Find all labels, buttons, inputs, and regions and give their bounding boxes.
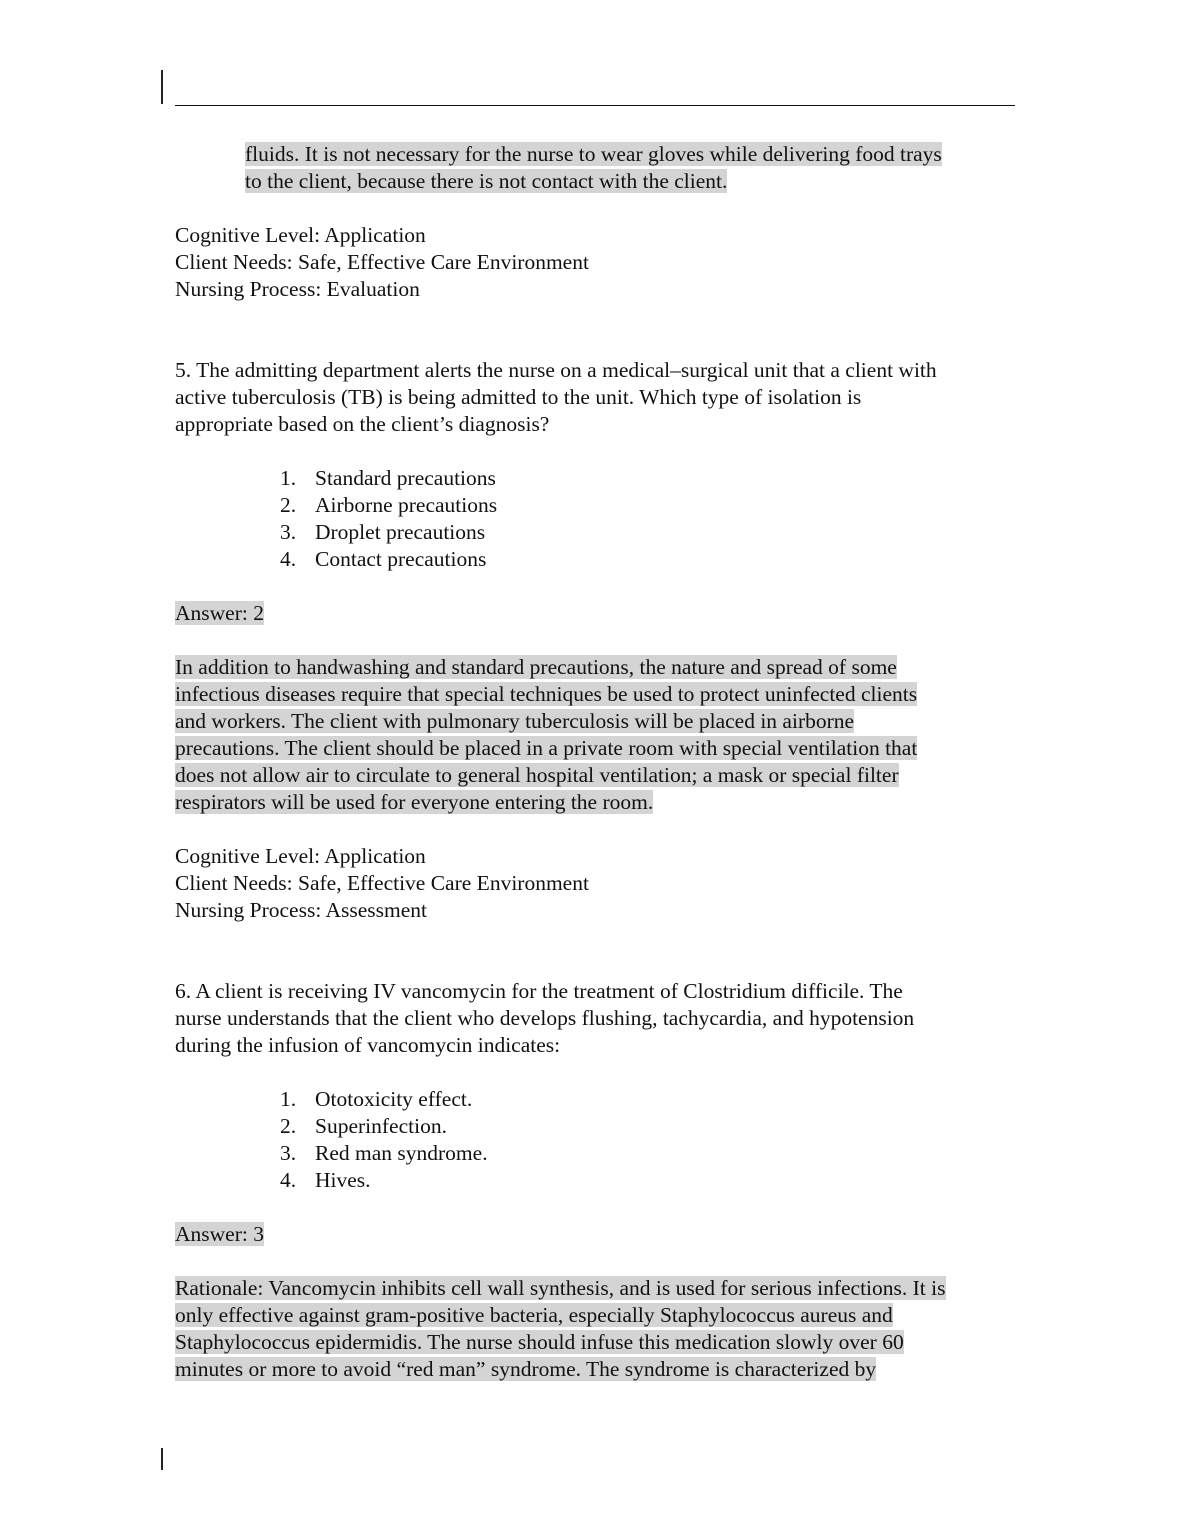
option-item: 2. Superinfection. (280, 1114, 447, 1138)
stem-line: active tuberculosis (TB) is being admitted to the unit. Which type of isolation is (175, 385, 862, 409)
stem-line: 5. The admitting department alerts the nurse on a medical–surgical unit that a client with (175, 358, 937, 382)
question-6 (175, 978, 1020, 1383)
rationale-line: precautions. The client should be placed in a private room with special ventilation that (175, 736, 918, 760)
page-content (175, 141, 1020, 1383)
answer: Answer: 2 (175, 601, 264, 625)
stem-line: during the infusion of vancomycin indicates: (175, 1033, 561, 1057)
question-5-metadata (175, 843, 1020, 924)
question-5-stem (175, 357, 1020, 438)
revision-bar-top (161, 70, 163, 104)
rationale-line: minutes or more to avoid “red man” syndrome. The syndrome is characterized by (175, 1357, 877, 1381)
rationale-line: does not allow air to circulate to general hospital ventilation; a mask or special filter (175, 763, 899, 787)
rationale-line: respirators will be used for everyone entering the room. (175, 790, 654, 814)
rationale-line: to the client, because there is not contact with the client. (245, 169, 728, 193)
client-needs: Client Needs: Safe, Effective Care Environment (175, 871, 589, 895)
cognitive-level: Cognitive Level: Application (175, 844, 426, 868)
stem-line: 6. A client is receiving IV vancomycin for the treatment of Clostridium difficile. The (175, 979, 903, 1003)
header-rule (175, 105, 1015, 106)
nursing-process: Nursing Process: Assessment (175, 898, 428, 922)
rationale-line: Rationale: Vancomycin inhibits cell wall synthesis, and is used for serious infections. It is (175, 1276, 946, 1300)
cognitive-level: Cognitive Level: Application (175, 223, 426, 247)
rationale-line: fluids. It is not necessary for the nurse to wear gloves while delivering food trays (245, 142, 942, 166)
option-item: 3. Red man syndrome. (280, 1141, 488, 1165)
stem-line: nurse understands that the client who develops flushing, tachycardia, and hypotension (175, 1006, 915, 1030)
rationale-line: In addition to handwashing and standard precautions, the nature and spread of some (175, 655, 897, 679)
revision-bar-bottom (161, 1448, 163, 1470)
option-item: 1. Standard precautions (280, 466, 496, 490)
option-item: 4. Contact precautions (280, 547, 487, 571)
rationale-line: Staphylococcus epidermidis. The nurse should infuse this medication slowly over 60 (175, 1330, 904, 1354)
continued-rationale (175, 141, 1020, 195)
question-5-options (175, 465, 1020, 573)
option-item: 1. Ototoxicity effect. (280, 1087, 473, 1111)
question-6-stem (175, 978, 1020, 1059)
rationale-line: only effective against gram-positive bacteria, especially Staphylococcus aureus and (175, 1303, 893, 1327)
question-4-metadata (175, 222, 1020, 303)
question-6-options (175, 1086, 1020, 1194)
question-5 (175, 357, 1020, 924)
question-6-rationale (175, 1275, 1020, 1383)
question-5-rationale (175, 654, 1020, 816)
rationale-line: infectious diseases require that special techniques be used to protect uninfected clients (175, 682, 918, 706)
stem-line: appropriate based on the client’s diagnosis? (175, 412, 550, 436)
rationale-line: and workers. The client with pulmonary tuberculosis will be placed in airborne (175, 709, 855, 733)
nursing-process: Nursing Process: Evaluation (175, 277, 420, 301)
client-needs: Client Needs: Safe, Effective Care Environment (175, 250, 589, 274)
option-item: 3. Droplet precautions (280, 520, 486, 544)
answer: Answer: 3 (175, 1222, 264, 1246)
option-item: 2. Airborne precautions (280, 493, 498, 517)
option-item: 4. Hives. (280, 1168, 371, 1192)
